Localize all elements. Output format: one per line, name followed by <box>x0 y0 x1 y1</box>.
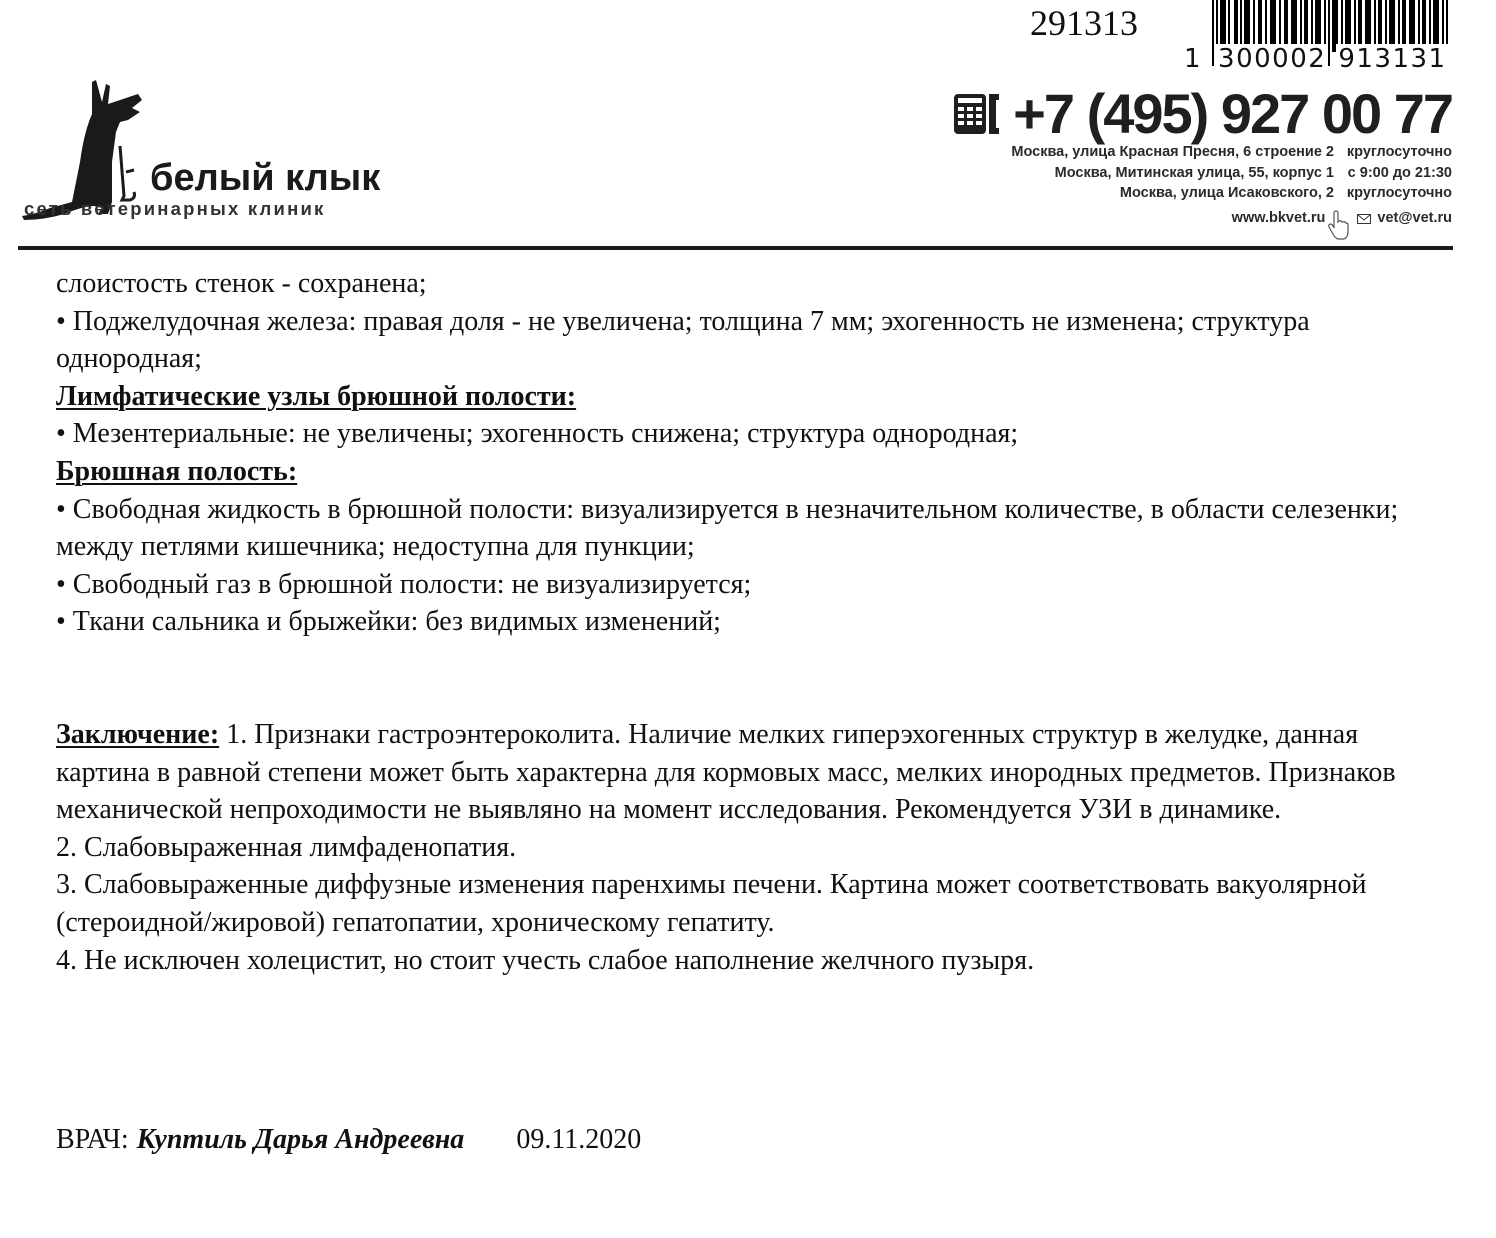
hours-text: круглосуточно <box>1346 144 1452 160</box>
document-number: 291313 <box>1030 3 1138 43</box>
barcode-number <box>1184 44 1449 74</box>
cavity-item: • Свободная жидкость в брюшной полости: визуализируется в незначительном количестве, в области селезенки; между петлями кишечника; недоступна для пункции; <box>56 493 1399 563</box>
mesenteric-item: • Мезентериальные: не увеличены; эхогенность снижена; структура однородная; <box>56 418 1019 450</box>
barcode-group-2: 913131 <box>1338 44 1447 74</box>
email-link[interactable]: vet@vet.ru <box>1377 210 1452 227</box>
address-row <box>1011 163 1452 184</box>
address-text: Москва, Митинская улица, 55, корпус 1 <box>1054 164 1334 181</box>
pancreas-item: • Поджелудочная железа: правая доля - не увеличена; толщина 7 мм; эхогенность не изменена; структура однородная; <box>56 305 1310 375</box>
conclusion-label: Заключение: <box>56 718 220 750</box>
header-separator <box>18 246 1453 250</box>
cavity-item: • Ткани сальника и брыжейки: без видимых изменений; <box>56 606 721 638</box>
address-row <box>1011 183 1452 204</box>
address-text: Москва, улица Красная Пресня, 6 строение 2 <box>1011 144 1334 160</box>
conclusion-text: 1. Признаки гастроэнтероколита. Наличие мелких гиперэхогенных структур в желудке, данная картина в равной степени может быть характерна для кормовых масс, мелких инородных предметов. Признаков механической непроходимости не выявляно на момент исследования. Рекомендуется УЗИ в динамике. <box>56 718 1396 826</box>
abdominal-cavity-heading: Брюшная полость: <box>56 455 298 487</box>
barcode-group-1: 300002 <box>1218 44 1327 74</box>
lymph-nodes-heading: Лимфатические узлы брюшной полости: <box>56 380 577 412</box>
doctor-name: Куптиль Дарья Андреевна <box>136 1124 465 1155</box>
conclusion-item: 2. Слабовыраженная лимфаденопатия. <box>56 831 517 863</box>
barcode-lead-digit: 1 <box>1184 44 1203 74</box>
mail-icon <box>1357 214 1371 224</box>
doctor-label: ВРАЧ: <box>56 1124 129 1155</box>
report-date: 09.11.2020 <box>516 1124 642 1155</box>
contact-row <box>1011 204 1452 234</box>
phone-row <box>953 82 1452 145</box>
logo-title: белый клык <box>150 157 381 199</box>
logo-subtitle: сеть ветеринарных клиник <box>24 198 326 219</box>
phone-number[interactable]: +7 (495) 927 00 77 <box>1013 82 1452 145</box>
signature-line <box>56 1124 641 1156</box>
spacer <box>56 641 1456 716</box>
cavity-item: • Свободный газ в брюшной полости: не визуализируется; <box>56 568 752 600</box>
website-link[interactable]: www.bkvet.ru <box>1231 210 1326 227</box>
address-text: Москва, улица Исаковского, 2 <box>1119 185 1334 201</box>
address-row <box>1011 142 1452 163</box>
conclusion-item: 3. Слабовыраженные диффузные изменения паренхимы печени. Картина может соответствовать вакуолярной (стероидной/жировой) гепатопатии, хроническому гепатиту. <box>56 869 1367 938</box>
hours-text: с 9:00 до 21:30 <box>1347 164 1452 181</box>
hours-text: круглосуточно <box>1346 185 1452 201</box>
conclusion-item: 4. Не исключен холецистит, но стоит учесть слабое наполнение желчного пузыря. <box>56 944 1035 976</box>
pointer-hand-icon <box>1327 210 1349 240</box>
clinic-addresses <box>1011 142 1452 234</box>
report-line: слоистость стенок - сохранена; <box>56 268 427 299</box>
desk-phone-icon <box>953 92 1001 136</box>
conclusion-item <box>56 716 1456 829</box>
report-body <box>56 265 1456 979</box>
